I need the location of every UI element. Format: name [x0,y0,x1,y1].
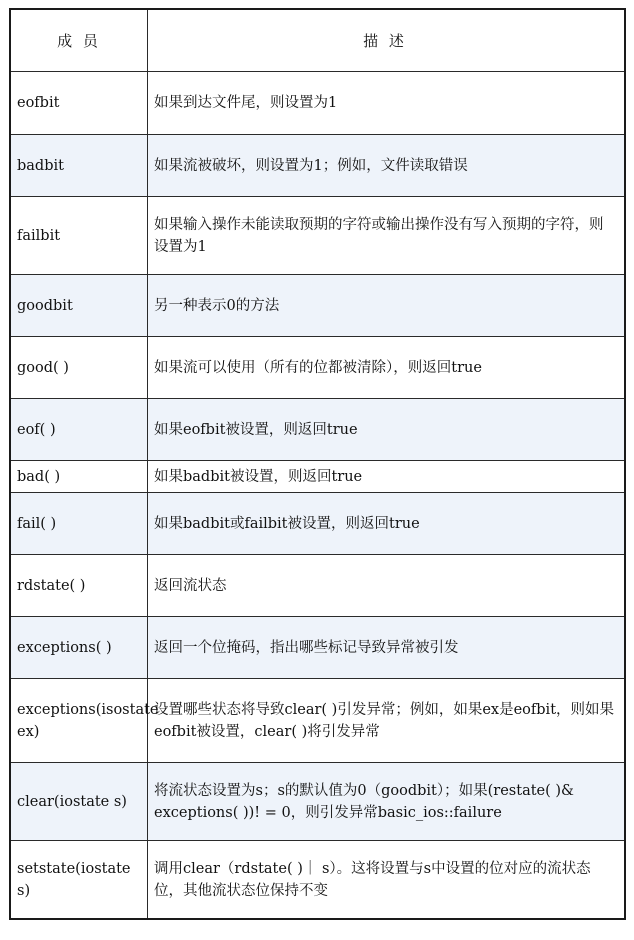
table-row [11,399,624,461]
member-cell: goodbit [11,275,148,336]
table-row [11,461,624,493]
member-cell: setstate(iostate s) [11,841,148,918]
member-cell: clear(iostate s) [11,763,148,840]
table-header-row [11,10,624,72]
header-description: 描 述 [363,31,407,50]
table-row [11,555,624,617]
description-cell: 如果输入操作未能读取预期的字符或输出操作没有写入预期的字符，则设置为1 [154,216,604,255]
member-cell: exceptions(isostate ex) [11,679,148,762]
member-cell: eof( ) [11,399,148,460]
description-cell: 如果流可以使用（所有的位都被清除），则返回true [154,359,482,376]
stream-state-table [9,8,626,920]
member-cell: failbit [11,197,148,274]
description-cell: 设置哪些状态将导致clear( )引发异常；例如，如果ex是eofbit，则如果eofbit被设置，clear( )将引发异常 [154,701,615,740]
table-row [11,617,624,679]
header-member: 成 员 [11,10,148,71]
table-row [11,493,624,555]
table-row [11,197,624,275]
description-cell: 另一种表示0的方法 [154,297,280,314]
description-cell: 如果流被破坏，则设置为1；例如，文件读取错误 [154,157,468,174]
table-row [11,135,624,197]
table-row [11,679,624,763]
table-row [11,337,624,399]
member-cell: bad( ) [11,461,148,492]
description-cell: 调用clear（rdstate( )｜ s）。这将设置与s中设置的位对应的流状态位，其他流状态位保持不变 [154,860,591,899]
member-cell: badbit [11,135,148,196]
description-cell: 返回流状态 [154,577,227,594]
description-cell: 如果到达文件尾，则设置为1 [154,95,338,111]
table-row [11,72,624,135]
table-row [11,275,624,337]
table-row [11,763,624,841]
description-cell: 返回一个位掩码，指出哪些标记导致异常被引发 [154,639,459,656]
member-cell: good( ) [11,337,148,398]
member-cell: exceptions( ) [11,617,148,678]
description-cell: 如果badbit或failbit被设置，则返回true [154,515,420,532]
member-cell: fail( ) [11,493,148,554]
member-cell: rdstate( ) [11,555,148,616]
description-cell: 如果eofbit被设置，则返回true [154,421,358,438]
description-cell: 将流状态设置为s；s的默认值为0（goodbit）；如果(restate( )& exceptions( ))! = 0，则引发异常basic_ios::failure [154,782,574,821]
member-cell: eofbit [11,72,148,134]
description-cell: 如果badbit被设置，则返回true [154,468,363,485]
table-row [11,841,624,918]
